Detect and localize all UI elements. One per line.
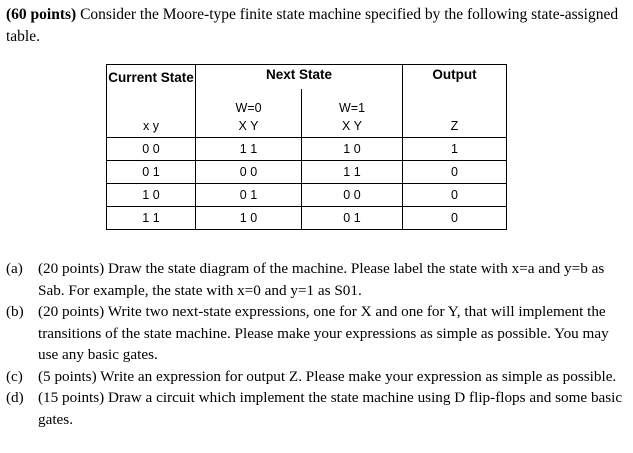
var-next-w0: X Y — [196, 115, 302, 138]
subheader-w1: W=1 — [302, 89, 403, 115]
part-label: (a) — [6, 260, 23, 277]
var-current: x y — [107, 115, 196, 138]
subheader-w0: W=0 — [196, 89, 302, 115]
cell-current: 0 0 — [107, 138, 196, 161]
cell-current: 1 1 — [107, 207, 196, 230]
cell-next-w1: 0 1 — [302, 207, 403, 230]
question-part-a — [6, 258, 628, 301]
problem-intro — [6, 4, 626, 48]
question-part-b — [6, 301, 628, 366]
part-label: (c) — [6, 367, 23, 385]
header-output: Output — [403, 65, 507, 116]
cell-next-w0: 1 1 — [196, 138, 302, 161]
part-text: (20 points) Write two next-state expressions, one for X and one for Y, that will implement the transitions of the state machine. Please make your expressions as simple as possible. You may use any basic gates. — [38, 303, 609, 363]
problem-intro-text: Consider the Moore-type finite state machine specified by the following state-assigned table. — [6, 6, 619, 45]
problem-points: (60 points) — [6, 6, 77, 23]
cell-output: 0 — [403, 184, 507, 207]
table-row — [107, 184, 507, 207]
cell-next-w0: 1 0 — [196, 207, 302, 230]
part-text: (5 points) Write an expression for output Z. Please make your expression as simple as possible. — [38, 367, 617, 385]
var-next-w1: X Y — [302, 115, 403, 138]
cell-output: 1 — [403, 138, 507, 161]
cell-next-w1: 0 0 — [302, 184, 403, 207]
part-label: (d) — [6, 389, 24, 406]
var-output: Z — [403, 115, 507, 138]
cell-current: 0 1 — [107, 161, 196, 184]
question-part-c — [6, 366, 628, 388]
cell-next-w1: 1 1 — [302, 161, 403, 184]
part-text: (20 points) Draw the state diagram of the machine. Please label the state with x=a and y=b as Sab. For example, the state with x=0 and y=1 as S01. — [38, 260, 605, 299]
state-assigned-table — [106, 64, 507, 230]
cell-current: 1 0 — [107, 184, 196, 207]
question-part-d — [6, 387, 628, 430]
table-row — [107, 161, 507, 184]
cell-output: 0 — [403, 161, 507, 184]
table-row — [107, 207, 507, 230]
header-next-state: Next State — [196, 65, 403, 90]
cell-output: 0 — [403, 207, 507, 230]
header-current-state: Current State — [107, 65, 196, 116]
part-text: (15 points) Draw a circuit which implement the state machine using D flip-flops and some basic gates. — [38, 389, 623, 428]
part-label: (b) — [6, 303, 24, 320]
cell-next-w1: 1 0 — [302, 138, 403, 161]
question-parts — [6, 258, 628, 430]
table-row — [107, 138, 507, 161]
cell-next-w0: 0 1 — [196, 184, 302, 207]
cell-next-w0: 0 0 — [196, 161, 302, 184]
